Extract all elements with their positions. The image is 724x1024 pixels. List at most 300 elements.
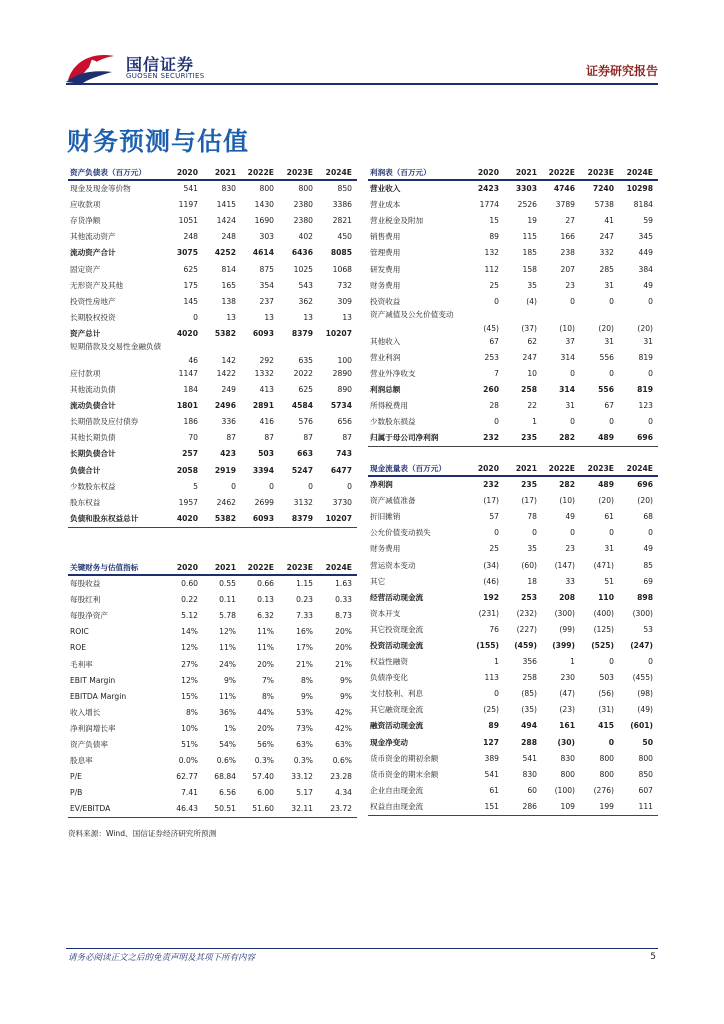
cell-value: 87	[342, 433, 352, 443]
cell-value: 53%	[296, 707, 313, 717]
cell-value: 50	[642, 737, 653, 747]
cell-value: 2891	[252, 401, 274, 411]
cell-value: 556	[598, 385, 614, 395]
table-title: 利润表（百万元）	[368, 165, 468, 180]
cell-value: 314	[559, 385, 575, 395]
row-label: 营业收入	[370, 184, 401, 194]
cell-value: 68.84	[214, 772, 236, 782]
cell-value: 0	[494, 296, 499, 306]
cell-value: 208	[559, 592, 575, 602]
cell-value: 9%	[339, 691, 352, 701]
cell-value: 541	[522, 753, 537, 763]
cell-value: 743	[336, 449, 352, 459]
cell-value: 543	[298, 280, 313, 290]
cell-value: 12%	[181, 675, 198, 685]
cell-value: 814	[221, 264, 236, 274]
cell-value: 248	[221, 232, 236, 242]
cell-value: 49	[643, 544, 653, 554]
cell-value: 237	[259, 296, 274, 306]
cell-value: 32.11	[279, 801, 318, 818]
table-row	[68, 737, 357, 753]
table-row	[68, 640, 357, 656]
cell-value: (10)	[559, 496, 575, 506]
row-label: 营业成本	[370, 200, 401, 210]
cell-value: 50.51	[203, 801, 241, 818]
table-row	[68, 213, 357, 229]
cell-value: 286	[504, 799, 542, 816]
cell-value: 5734	[330, 401, 352, 411]
cell-value: 0.22	[181, 595, 198, 605]
cell-value: 1	[494, 657, 499, 667]
cell-value: 20%	[257, 659, 274, 669]
year-header: 2023E	[580, 165, 619, 180]
cell-value: 449	[638, 248, 653, 258]
cell-value: 1801	[176, 401, 198, 411]
row-label: 营业外净收支	[370, 368, 416, 378]
cell-value: 63%	[335, 739, 352, 749]
table-row	[68, 753, 357, 769]
cell-value: 7.41	[181, 788, 198, 798]
cell-value: 7	[494, 368, 499, 378]
cell-value: 15	[489, 216, 499, 226]
cell-value: 232	[468, 430, 504, 447]
cell-value: 87	[264, 433, 274, 443]
cell-value: 3394	[252, 465, 274, 475]
cell-value: 625	[183, 264, 198, 274]
cell-value: 5.78	[219, 611, 236, 621]
cell-value: 890	[337, 385, 352, 395]
cell-value: 0	[609, 528, 614, 538]
table-row	[368, 622, 658, 638]
cell-value: (46)	[483, 576, 499, 586]
cell-value: 6093	[252, 328, 274, 338]
table-header-row	[368, 461, 658, 476]
row-label: 权益自由现金流	[368, 799, 468, 816]
cell-value: 138	[221, 296, 236, 306]
table-row	[68, 624, 357, 640]
cell-value: 489	[580, 430, 619, 447]
cell-value: 800	[298, 184, 313, 194]
row-label: 投资收益	[370, 296, 401, 306]
cell-value: 8%	[185, 707, 198, 717]
table-row	[68, 398, 357, 414]
table-row	[368, 430, 658, 447]
cell-value: 62	[527, 336, 537, 346]
year-header: 2024E	[619, 165, 658, 180]
year-header: 2022E	[542, 165, 580, 180]
cell-value: 21%	[296, 659, 313, 669]
cell-value: 1197	[178, 200, 198, 210]
cell-value: 2890	[332, 368, 352, 378]
cell-value: 27	[565, 216, 575, 226]
cell-value: 0.6%	[216, 756, 236, 766]
row-label: 现金及现金等价物	[70, 184, 131, 194]
cell-value: (147)	[554, 560, 575, 570]
table-row	[368, 799, 658, 816]
cell-value: 23.28	[330, 772, 352, 782]
cell-value: 100	[337, 355, 352, 365]
table-row	[368, 541, 658, 557]
cell-value: 9%	[339, 675, 352, 685]
cell-value: 4584	[291, 401, 313, 411]
row-label: 研发费用	[370, 264, 401, 274]
cell-value: 0.33	[335, 595, 352, 605]
row-label: 股东权益	[70, 497, 101, 507]
cell-value: (10)	[559, 323, 575, 333]
row-label: P/B	[70, 788, 83, 798]
cell-value: 73%	[296, 723, 313, 733]
cell-value: 1051	[178, 216, 198, 226]
cell-value: (17)	[483, 496, 499, 506]
cell-value: 62.77	[176, 772, 198, 782]
cell-value: 0	[494, 689, 499, 699]
cell-value: 2462	[216, 497, 236, 507]
cell-value: 31	[643, 336, 653, 346]
cell-value: 8%	[300, 675, 313, 685]
cell-value: 0	[570, 368, 575, 378]
cell-value: 63%	[296, 739, 313, 749]
cell-value: 0	[609, 657, 614, 667]
cell-value: 20%	[335, 627, 352, 637]
cell-value: 247	[599, 232, 614, 242]
cell-value: 1957	[178, 497, 198, 507]
table-row	[68, 463, 357, 479]
cell-value: 2022	[293, 368, 313, 378]
cell-value: 2526	[517, 200, 537, 210]
cell-value: (20)	[598, 323, 614, 333]
year-header: 2024E	[318, 560, 357, 575]
balance-sheet-table	[68, 165, 357, 528]
cell-value: 10207	[318, 511, 357, 528]
cell-value: 875	[259, 264, 274, 274]
cell-value: (35)	[521, 705, 537, 715]
cell-value: 494	[521, 721, 537, 731]
cell-value: 151	[468, 799, 504, 816]
cell-value: 282	[559, 480, 575, 490]
header-divider	[66, 83, 658, 85]
cell-value: 576	[298, 417, 313, 427]
cell-value: (247)	[630, 640, 653, 650]
cell-value: 54%	[219, 739, 236, 749]
cell-value: 132	[484, 248, 499, 258]
row-label: P/E	[70, 772, 82, 782]
table-row	[68, 342, 357, 366]
table-row	[368, 509, 658, 525]
cell-value: 0	[609, 368, 614, 378]
cell-value: 258	[522, 673, 537, 683]
table-row	[368, 557, 658, 573]
cell-value: 51.60	[241, 801, 279, 818]
row-label: 归属于母公司净利润	[368, 430, 468, 447]
cell-value: 1690	[254, 216, 274, 226]
table-row	[368, 606, 658, 622]
row-label: EV/EBITDA	[68, 801, 167, 818]
cell-value: 384	[638, 264, 653, 274]
table-row	[368, 638, 658, 654]
cell-value: 24%	[219, 659, 236, 669]
cash-flow-table	[368, 461, 658, 816]
cell-value: (85)	[521, 689, 537, 699]
cell-value: 1	[570, 657, 575, 667]
cell-value: 1068	[332, 264, 352, 274]
page-title: 财务预测与估值	[67, 127, 250, 156]
cell-value: 356	[522, 657, 537, 667]
cell-value: 42%	[335, 723, 352, 733]
cell-value: 0.3%	[254, 756, 274, 766]
cell-value: (31)	[598, 705, 614, 715]
cell-value: 1430	[254, 200, 274, 210]
row-label: 负债合计	[70, 465, 101, 475]
cell-value: (4)	[526, 296, 537, 306]
cell-value: 78	[527, 512, 537, 522]
cell-value: 20%	[335, 643, 352, 653]
row-label: 收入增长	[70, 707, 101, 717]
table-row	[68, 326, 357, 342]
table-row	[368, 751, 658, 767]
row-label: 货币资金的期末余额	[370, 769, 439, 779]
cell-value: 3730	[332, 497, 352, 507]
cell-value: 3789	[555, 200, 575, 210]
row-label: 其它融资现金流	[370, 705, 424, 715]
cell-value: 11%	[257, 627, 274, 637]
cell-value: 1424	[216, 216, 236, 226]
cell-value: 51	[604, 576, 614, 586]
cell-value: 23.72	[318, 801, 357, 818]
cell-value: 800	[599, 753, 614, 763]
cell-value: (471)	[593, 560, 614, 570]
cell-value: (155)	[476, 640, 499, 650]
cell-value: (455)	[632, 673, 653, 683]
cell-value: 696	[637, 480, 653, 490]
cell-value: 0.13	[257, 595, 274, 605]
cell-value: (45)	[483, 323, 499, 333]
cell-value: (100)	[554, 785, 575, 795]
year-header: 2020	[468, 461, 504, 476]
row-label: ROE	[70, 643, 87, 653]
row-label: 其它	[370, 576, 386, 586]
cell-value: 145	[183, 296, 198, 306]
cell-value: 6436	[291, 248, 313, 258]
table-row	[68, 721, 357, 737]
cell-value: 898	[637, 592, 653, 602]
table-row	[368, 767, 658, 783]
table-title: 关键财务与估值指标	[68, 560, 167, 575]
cell-value: 830	[522, 769, 537, 779]
cell-value: 8379	[291, 328, 313, 338]
row-label: 资本开支	[370, 608, 401, 618]
table-row	[368, 590, 658, 606]
row-label: 每股净资产	[70, 611, 108, 621]
cell-value: 0	[608, 737, 614, 747]
cell-value: 10%	[181, 723, 198, 733]
table-row	[368, 334, 658, 350]
row-label: 营运资本变动	[370, 560, 416, 570]
cell-value: (20)	[598, 496, 614, 506]
cell-value: 61	[489, 785, 499, 795]
cell-value: 5	[193, 481, 198, 491]
cell-value: 235	[504, 430, 542, 447]
cell-value: 1422	[216, 368, 236, 378]
table-row	[68, 366, 357, 382]
cell-value: 165	[221, 280, 236, 290]
row-label: 长期负债合计	[70, 449, 116, 459]
cell-value: 42%	[335, 707, 352, 717]
row-label: 长期股权投资	[70, 312, 116, 322]
cell-value: 41	[604, 216, 614, 226]
cell-value: 207	[560, 264, 575, 274]
cell-value: 10207	[325, 328, 352, 338]
cell-value: 0	[648, 368, 653, 378]
cell-value: 607	[638, 785, 653, 795]
cell-value: 0	[609, 296, 614, 306]
cell-value: 4.34	[335, 788, 352, 798]
cell-value: 230	[560, 673, 575, 683]
cell-value: 249	[221, 385, 236, 395]
year-header: 2021	[203, 165, 241, 180]
cell-value: 3386	[332, 200, 352, 210]
table-row	[68, 446, 357, 462]
cell-value: 8085	[330, 248, 352, 258]
cell-value: 70	[188, 433, 198, 443]
table-row	[368, 574, 658, 590]
row-label: 负债和股东权益总计	[68, 511, 167, 528]
cell-value: (37)	[521, 323, 537, 333]
table-row	[68, 294, 357, 310]
row-label: 每股收益	[70, 579, 101, 589]
table-row	[68, 197, 357, 213]
row-label: ROIC	[70, 627, 89, 637]
cell-value: 27%	[181, 659, 198, 669]
cell-value: (47)	[559, 689, 575, 699]
cell-value: 0.66	[257, 579, 274, 589]
table-row	[368, 366, 658, 382]
cell-value: 3132	[293, 497, 313, 507]
cell-value: 2380	[293, 200, 313, 210]
cell-value: 175	[183, 280, 198, 290]
cell-value: 3303	[515, 184, 537, 194]
table-row	[68, 592, 357, 608]
table-row	[368, 245, 658, 261]
row-label: 固定资产	[70, 264, 101, 274]
row-label: 管理费用	[370, 248, 401, 258]
cell-value: 292	[259, 355, 274, 365]
cell-value: 0	[347, 481, 352, 491]
table-row	[368, 702, 658, 718]
cell-value: 17%	[296, 643, 313, 653]
row-label: 流动负债合计	[70, 401, 116, 411]
cell-value: 336	[221, 417, 236, 427]
cell-value: 503	[599, 673, 614, 683]
cell-value: 142	[221, 355, 236, 365]
cell-value: 76	[489, 624, 499, 634]
cell-value: 253	[521, 592, 537, 602]
cell-value: 49	[643, 280, 653, 290]
table-row	[368, 783, 658, 799]
row-label: 每股红利	[70, 595, 101, 605]
row-label: 折旧摊销	[370, 512, 401, 522]
guosen-logo-icon	[64, 50, 116, 84]
cell-value: 8.73	[335, 611, 352, 621]
year-header: 2022E	[241, 165, 279, 180]
cell-value: 8%	[261, 691, 274, 701]
cell-value: 656	[337, 417, 352, 427]
disclaimer-text: 请务必阅读正文之后的免责声明及其项下所有内容	[68, 953, 256, 963]
cell-value: 49	[565, 512, 575, 522]
cell-value: 158	[522, 264, 537, 274]
table-row	[68, 673, 357, 689]
cell-value: 625	[298, 385, 313, 395]
cell-value: 0.6%	[332, 756, 352, 766]
year-header: 2022E	[241, 560, 279, 575]
table-row	[368, 654, 658, 670]
row-label: 投资性房地产	[70, 296, 116, 306]
table-header-row	[68, 560, 357, 575]
cell-value: 800	[560, 769, 575, 779]
cell-value: 819	[637, 385, 653, 395]
table-row	[368, 197, 658, 213]
cell-value: (276)	[593, 785, 614, 795]
cell-value: 2058	[176, 465, 198, 475]
cell-value: 1332	[254, 368, 274, 378]
cell-value: 166	[560, 232, 575, 242]
cell-value: 303	[259, 232, 274, 242]
cell-value: 800	[259, 184, 274, 194]
cell-value: 402	[298, 232, 313, 242]
year-header: 2023E	[580, 461, 619, 476]
cell-value: 309	[337, 296, 352, 306]
table-row	[368, 686, 658, 702]
cell-value: 354	[259, 280, 274, 290]
cell-value: 6.56	[219, 788, 236, 798]
cell-value: (49)	[637, 705, 653, 715]
cell-value: 112	[484, 264, 499, 274]
cell-value: 89	[488, 721, 499, 731]
row-label: 其他收入	[370, 336, 401, 346]
cell-value: (17)	[521, 496, 537, 506]
cell-value: 161	[559, 721, 575, 731]
cell-value: 13	[342, 312, 352, 322]
cell-value: 282	[542, 430, 580, 447]
table-row	[368, 382, 658, 398]
cell-value: (98)	[637, 689, 653, 699]
cell-value: (20)	[637, 323, 653, 333]
cell-value: (99)	[559, 624, 575, 634]
cell-value: 110	[598, 592, 614, 602]
cell-value: 830	[221, 184, 236, 194]
cell-value: 44%	[257, 707, 274, 717]
cell-value: 345	[638, 232, 653, 242]
cell-value: 541	[484, 769, 499, 779]
cell-value: 16%	[296, 627, 313, 637]
table-row	[68, 785, 357, 801]
row-label: 所得税费用	[370, 401, 408, 411]
row-label: 融资活动现金流	[370, 721, 424, 731]
cell-value: 0.11	[219, 595, 236, 605]
table-row	[68, 511, 357, 528]
cell-value: 69	[643, 576, 653, 586]
cell-value: 0.23	[296, 595, 313, 605]
cell-value: 830	[560, 753, 575, 763]
cell-value: 1.63	[335, 579, 352, 589]
cell-value: 11%	[219, 643, 236, 653]
cell-value: 87	[226, 433, 236, 443]
cell-value: 5382	[203, 511, 241, 528]
cell-value: 11%	[257, 643, 274, 653]
row-label: 权益性融资	[370, 657, 408, 667]
year-header: 2023E	[279, 165, 318, 180]
cell-value: 285	[599, 264, 614, 274]
row-label: 长期借款及应付债券	[70, 417, 139, 427]
